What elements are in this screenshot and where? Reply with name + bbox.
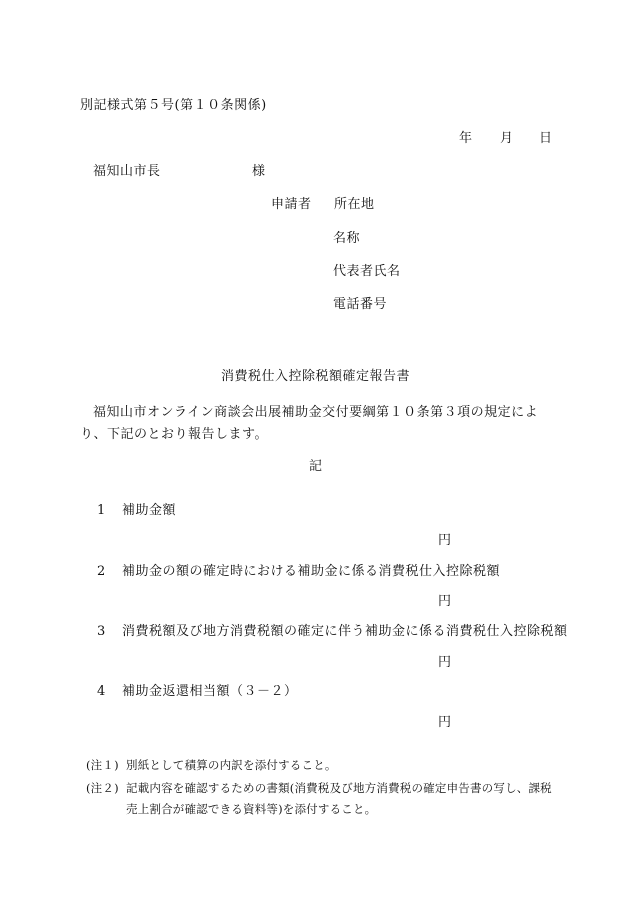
date-day: 日 [539, 131, 553, 146]
applicant-heading: 申請者 [271, 197, 312, 212]
date-month: 月 [500, 131, 514, 146]
note-2-continuation: 売上割合が確認できる資料等)を添付すること。 [126, 802, 377, 816]
applicant-representative-label: 代表者氏名 [333, 264, 401, 279]
item-4-number: 4 [97, 684, 106, 699]
body-paragraph: 福知山市オンライン商談会出展補助金交付要綱第１０条第３項の規定により、下記のとおり報告します。 [80, 405, 539, 442]
note-2-text: 記載内容を確認するための書類(消費税及び地方消費税の確定申告書の写し、課税 [126, 781, 552, 795]
applicant-address-label: 所在地 [334, 197, 375, 212]
item-3-unit: 円 [438, 655, 452, 670]
item-1-number: 1 [97, 503, 106, 518]
addressee-name: 福知山市長 [93, 164, 161, 179]
item-4-unit: 円 [438, 715, 452, 730]
item-1-unit: 円 [438, 533, 452, 548]
note-1-text: 別紙として積算の内訳を添付すること。 [126, 758, 337, 772]
document-title: 消費税仕入控除税額確定報告書 [221, 369, 411, 384]
note-2-marker: (注２) [86, 781, 119, 795]
ki-heading: 記 [309, 459, 323, 474]
item-3-number: 3 [97, 624, 106, 639]
form-label: 別記様式第５号(第１０条関係) [80, 98, 267, 113]
date-year: 年 [459, 131, 473, 146]
item-2-label: 補助金の額の確定時における補助金に係る消費税仕入控除税額 [122, 564, 501, 579]
item-2-number: 2 [97, 564, 106, 579]
addressee-honorific: 様 [252, 164, 266, 179]
item-3-label: 消費税額及び地方消費税額の確定に伴う補助金に係る消費税仕入控除税額 [122, 624, 568, 639]
note-1-marker: (注１) [86, 758, 119, 772]
applicant-phone-label: 電話番号 [333, 297, 388, 312]
applicant-name-label: 名称 [333, 231, 361, 246]
item-2-unit: 円 [438, 594, 452, 609]
item-4-label: 補助金返還相当額（３－２） [122, 684, 298, 699]
item-1-label: 補助金額 [122, 503, 177, 518]
